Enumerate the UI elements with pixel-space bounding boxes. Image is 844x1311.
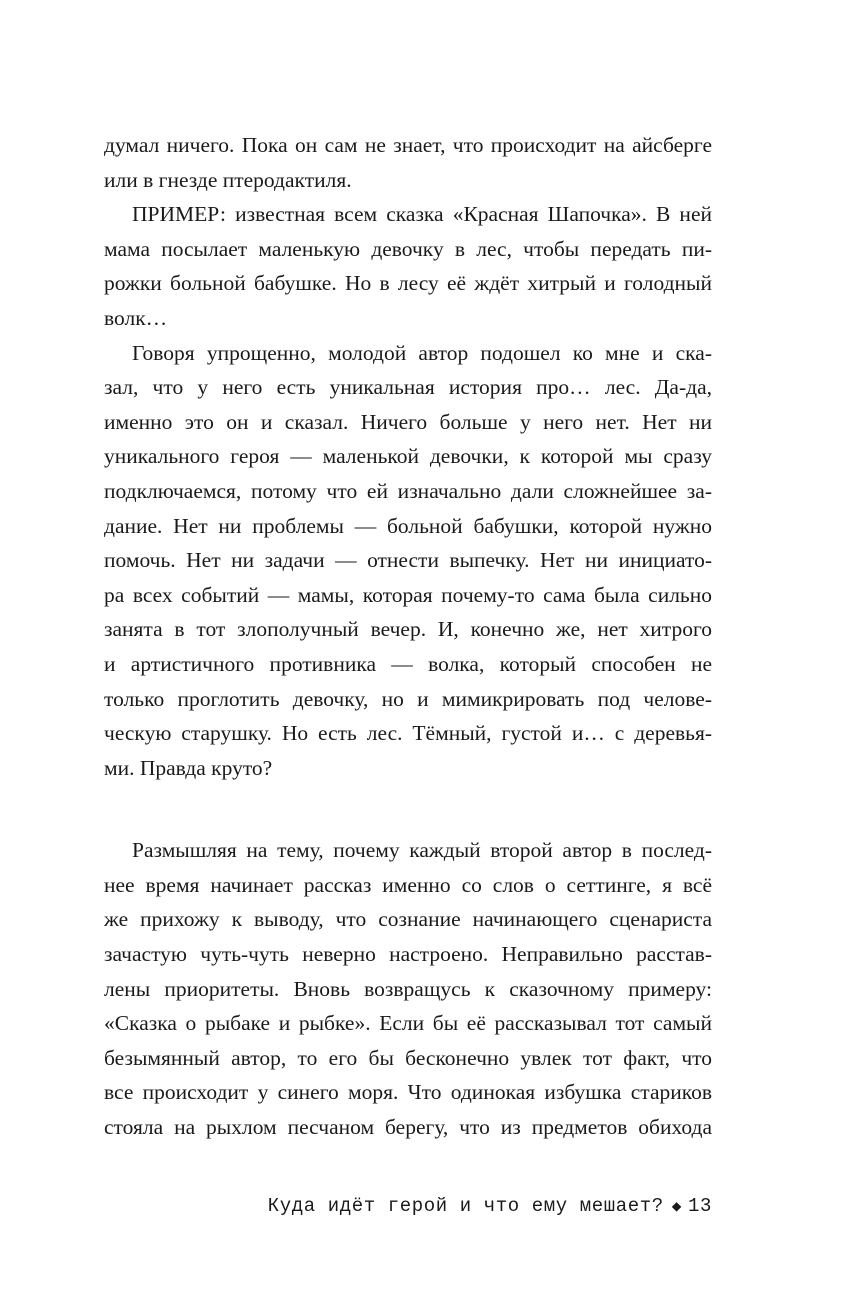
text-line: стояла на рыхлом песчаном берегу, что из предметов обихода: [104, 1115, 712, 1140]
text-line: подключаемся, потому что ей изначально дали сложнейшее за-: [104, 478, 712, 503]
text-line: ческую старушку. Но есть лес. Тёмный, густой и… с деревья-: [104, 721, 712, 746]
diamond-bullet-icon: ◆: [671, 1198, 682, 1216]
text-line: ра всех событий — мамы, которая почему-то сама была сильно: [104, 582, 712, 607]
text-line: же прихожу к выводу, что сознание начинающего сценариста: [104, 907, 712, 932]
text-line: Размышляя на тему, почему каждый второй автор в послед-: [132, 838, 712, 863]
text-line: рожки больной бабушке. Но в лесу её ждёт хитрый и голодный: [104, 271, 712, 296]
section-break: [104, 785, 712, 833]
text-line: занята в тот злополучный вечер. И, конечно же, нет хитрого: [104, 617, 712, 642]
page-number: 13: [687, 1195, 712, 1217]
text-line: «Сказка о рыбаке и рыбке». Если бы её рассказывал тот самый: [104, 1011, 712, 1036]
text-line: Говоря упрощенно, молодой автор подошел ко мне и ска-: [132, 340, 712, 365]
text-line: уникального героя — маленькой девочки, к которой мы сразу: [104, 444, 712, 469]
text-line: волк…: [104, 305, 168, 330]
body-text: [104, 128, 712, 1145]
text-line: думал ничего. Пока он сам не знает, что происходит на айсберге: [104, 133, 712, 157]
text-line: ПРИМЕР: известная всем сказка «Красная Шапочка». В ней: [132, 202, 712, 227]
text-line: дание. Нет ни проблемы — больной бабушки, которой нужно: [104, 513, 712, 538]
text-line: все происходит у синего моря. Что одинокая избушка стариков: [104, 1080, 712, 1105]
text-line: ми. Правда круто?: [104, 755, 273, 780]
text-line: мама посылает маленькую девочку в лес, чтобы передать пи-: [104, 236, 712, 261]
text-line: зал, что у него есть уникальная история про… лес. Да-да,: [104, 375, 712, 400]
running-footer: [262, 1191, 712, 1221]
text-line: зачастую чуть-чуть неверно настроено. Неправильно расстав-: [104, 942, 712, 967]
text-line: только проглотить девочку, но и мимикрировать под челове-: [104, 686, 712, 711]
text-line: именно это он и сказал. Ничего больше у него нет. Нет ни: [104, 409, 712, 434]
text-line: и артистичного противника — волка, который способен не: [104, 651, 712, 676]
text-line: или в гнезде птеродактиля.: [104, 167, 352, 192]
text-line: безымянный автор, то его бы бесконечно увлек тот факт, что: [104, 1045, 712, 1070]
text-line: лены приоритеты. Вновь возвращусь к сказочному примеру:: [104, 976, 712, 1001]
text-line: помочь. Нет ни задачи — отнести выпечку. Нет ни инициато-: [104, 548, 712, 573]
running-title: Куда идёт герой и что ему мешает?: [267, 1195, 664, 1217]
text-line: нее время начинает рассказ именно со слов о сеттинге, я всё: [104, 872, 712, 897]
